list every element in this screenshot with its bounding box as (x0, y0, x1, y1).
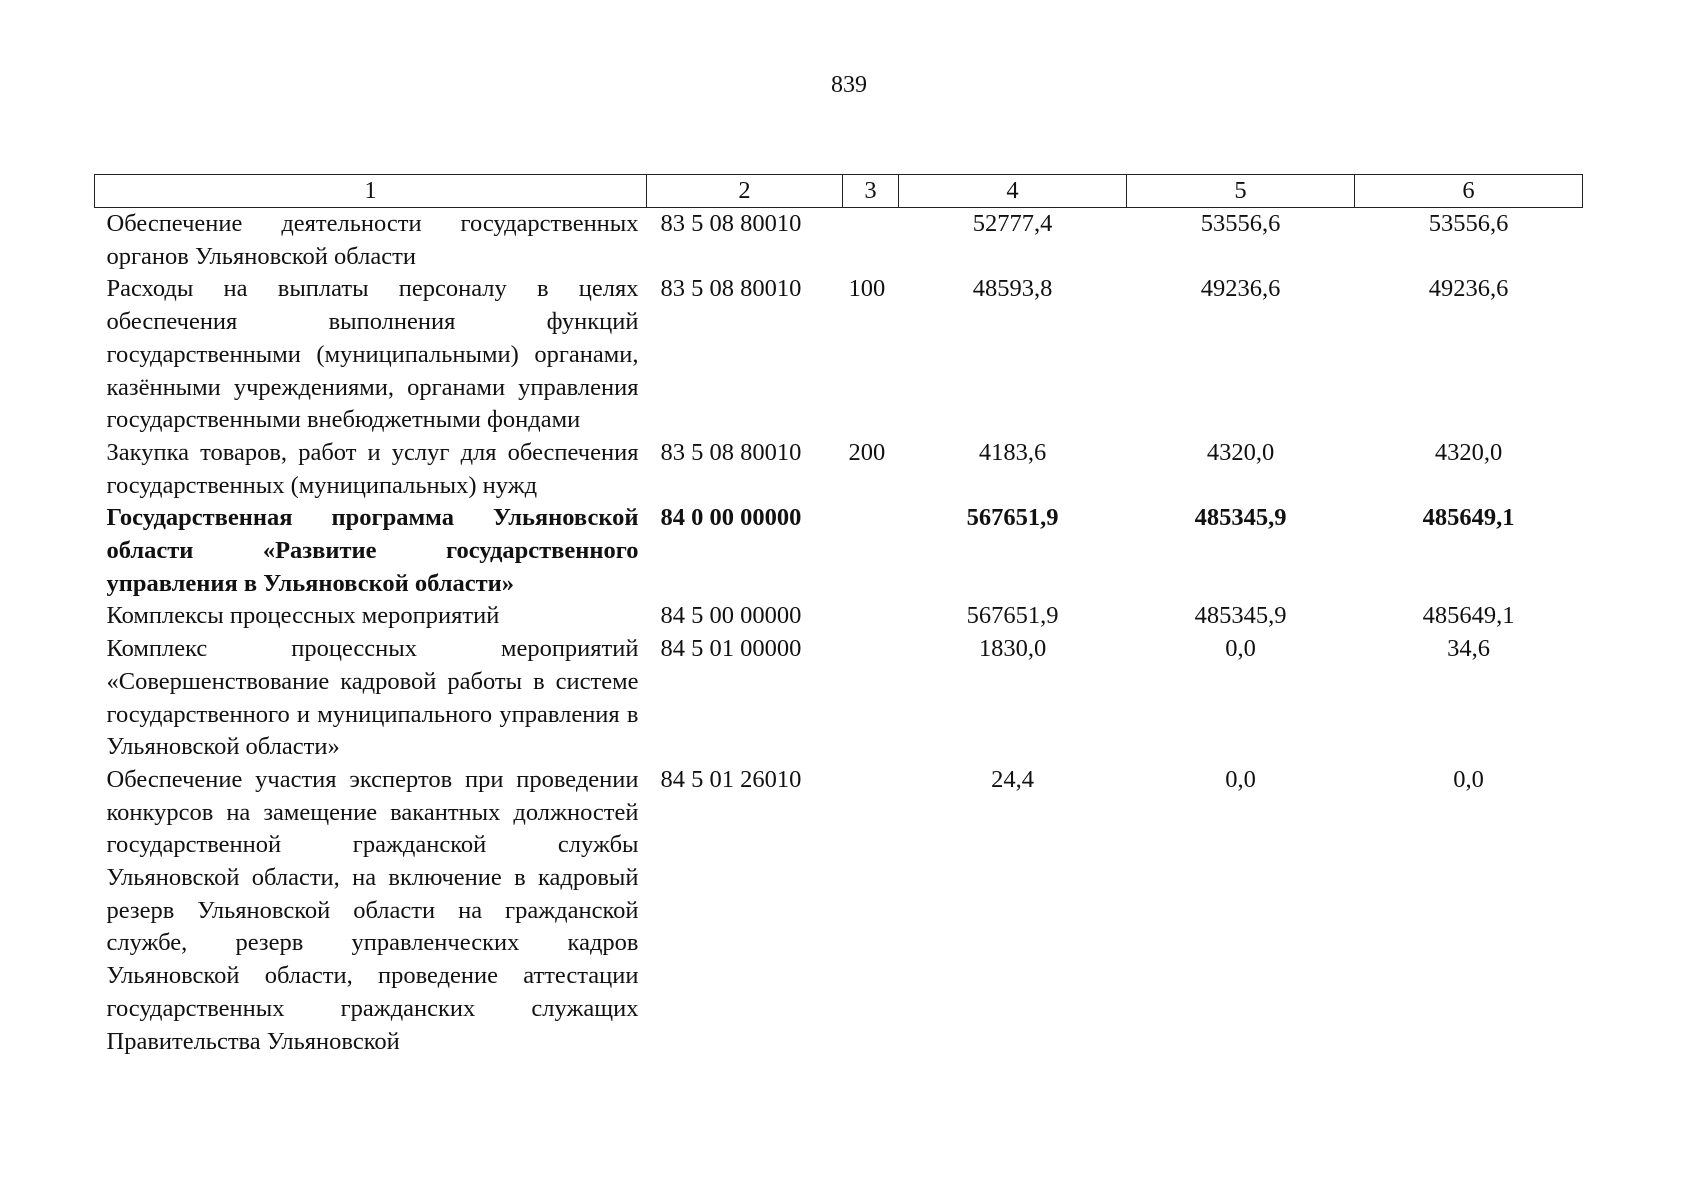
column-header-4: 4 (899, 175, 1127, 208)
row-expense-type (843, 502, 899, 600)
row-value-5: 4320,0 (1206, 438, 1275, 466)
row-value-4: 52777,4 (972, 210, 1053, 237)
table-row (95, 437, 1583, 502)
row-value-6: 49236,6 (1428, 275, 1509, 303)
table-row (95, 764, 1583, 1058)
row-code: 83 5 08 80010 (660, 438, 802, 466)
column-header-2: 2 (647, 175, 843, 208)
row-value-6: 34,6 (1447, 635, 1490, 663)
row-code: 83 5 08 80010 (660, 275, 802, 303)
row-code: 84 5 01 00000 (660, 635, 802, 663)
row-value-4: 567651,9 (966, 504, 1059, 532)
row-value-4: 48593,8 (972, 275, 1053, 303)
row-code: 84 5 01 26010 (660, 765, 802, 793)
row-value-6: 485649,1 (1422, 602, 1515, 630)
row-value-6: 53556,6 (1428, 210, 1509, 237)
row-name: Комплексы процессных мероприятий (106, 602, 500, 630)
row-name: Обеспечение участия экспертов при проведении конкурсов на замещение вакантных должностей государственной гражданской службы Ульяновской области, на включение в кадровый резерв Ульяновской области на гражданской службе, резерв управленческих кадров Ульяновской области, проведение аттестации государственных гражданских служащих Правительства Ульяновской (106, 765, 639, 1055)
row-expense-type (843, 764, 899, 1058)
table-row (95, 502, 1583, 600)
row-name: Расходы на выплаты персоналу в целях обеспечения выполнения функций государственными (муниципальными) органами, казёнными учреждениями, органами управления государственными внебюджетными фондами (106, 275, 639, 434)
page-number: 839 (831, 72, 867, 98)
row-expense-type: 100 (848, 275, 886, 303)
row-expense-type (843, 208, 899, 274)
column-header-5: 5 (1127, 175, 1355, 208)
column-header-3: 3 (843, 175, 899, 208)
table-row (95, 273, 1583, 437)
row-expense-type (843, 600, 899, 633)
row-value-6: 0,0 (1453, 765, 1484, 793)
row-expense-type (843, 633, 899, 764)
row-value-4: 567651,9 (966, 602, 1059, 630)
row-code: 84 5 00 00000 (660, 602, 802, 630)
row-name: Обеспечение деятельности государственных органов Ульяновской области (106, 210, 639, 270)
row-name: Государственная программа Ульяновской области «Развитие государственного управления в Ульяновской области» (106, 504, 639, 597)
row-name: Закупка товаров, работ и услуг для обеспечения государственных (муниципальных) нужд (106, 438, 639, 499)
row-value-5: 0,0 (1225, 765, 1256, 793)
row-value-6: 485649,1 (1422, 504, 1515, 532)
column-header-6: 6 (1355, 175, 1583, 208)
row-code: 84 0 00 00000 (660, 504, 802, 532)
row-value-5: 485345,9 (1194, 602, 1287, 630)
row-value-4: 24,4 (991, 765, 1034, 793)
row-value-5: 49236,6 (1200, 275, 1281, 303)
column-header-1: 1 (95, 175, 647, 208)
table-header (95, 175, 1583, 208)
table-row (95, 600, 1583, 633)
row-value-5: 53556,6 (1200, 210, 1281, 237)
row-code: 83 5 08 80010 (660, 210, 802, 237)
header-row (95, 175, 1583, 208)
table-row (95, 633, 1583, 764)
table-row (95, 208, 1583, 274)
row-value-5: 485345,9 (1194, 504, 1287, 532)
row-value-4: 4183,6 (978, 438, 1047, 466)
budget-table (94, 174, 1583, 1058)
table-body (95, 208, 1583, 1059)
row-expense-type: 200 (848, 438, 886, 466)
row-name: Комплекс процессных мероприятий «Совершенствование кадровой работы в системе государственного и муниципального управления в Ульяновской области» (106, 635, 639, 761)
row-value-6: 4320,0 (1434, 438, 1503, 466)
row-value-4: 1830,0 (978, 635, 1047, 663)
row-value-5: 0,0 (1225, 635, 1256, 663)
